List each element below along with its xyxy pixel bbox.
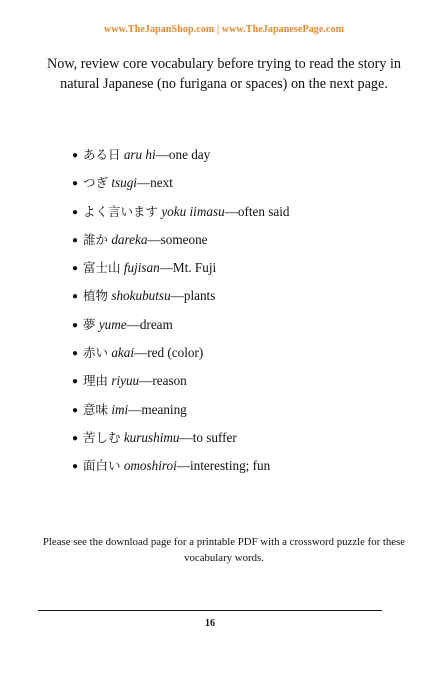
vocab-item	[72, 145, 290, 173]
em-dash: —	[136, 175, 151, 191]
vocab-item	[72, 428, 290, 456]
vocab-romaji: aru hi	[123, 147, 156, 162]
vocab-meaning: one day	[168, 147, 211, 162]
em-dash: —	[147, 231, 161, 247]
bullet-icon: ●	[72, 206, 79, 218]
bullet-icon: ●	[72, 291, 79, 303]
vocab-japanese: ある日	[83, 147, 121, 162]
vocab-japanese: 富士山	[83, 260, 121, 276]
vocab-japanese: 苦しむ	[83, 429, 121, 445]
em-dash: —	[134, 345, 148, 361]
vocab-meaning: dream	[139, 316, 173, 332]
vocab-romaji: akai	[111, 345, 135, 361]
bullet-icon: ●	[72, 461, 79, 473]
vocab-japanese: 意味	[83, 401, 109, 417]
vocab-japanese: よく言います	[83, 203, 159, 219]
em-dash: —	[126, 316, 140, 332]
vocab-romaji: tsugi	[111, 175, 137, 191]
vocab-item	[72, 286, 290, 314]
bullet-icon: ●	[72, 178, 79, 190]
vocab-romaji: dareka	[111, 231, 148, 247]
vocab-meaning: often said	[237, 203, 290, 219]
bullet-icon: ●	[72, 263, 79, 275]
bullet-icon: ●	[72, 234, 79, 246]
em-dash: —	[159, 260, 173, 276]
em-dash: —	[139, 373, 153, 389]
em-dash: —	[155, 147, 169, 162]
page-number: 16	[205, 618, 215, 629]
em-dash: —	[224, 203, 238, 219]
vocab-romaji: omoshiroi	[123, 458, 177, 474]
vocab-meaning: plants	[183, 288, 216, 304]
footer-divider	[38, 610, 382, 611]
bullet-icon: ●	[72, 319, 79, 331]
vocab-item	[72, 258, 290, 286]
vocab-item	[72, 173, 290, 201]
bullet-icon: ●	[72, 376, 79, 388]
bullet-icon: ●	[72, 150, 79, 161]
intro-paragraph: Now, review core vocabulary before trying to read the story in natural Japanese (no furigana or spaces) on the next page.	[46, 56, 402, 92]
vocab-romaji: kurushimu	[123, 429, 180, 445]
vocab-item	[72, 456, 290, 484]
bullet-icon: ●	[72, 404, 79, 416]
vocab-romaji: riyuu	[111, 373, 140, 389]
vocab-meaning: next	[150, 175, 173, 191]
vocab-romaji: fujisan	[123, 260, 160, 276]
vocab-japanese: 誰か	[83, 231, 109, 247]
vocab-meaning: red (color)	[147, 345, 204, 361]
vocab-meaning: reason	[152, 373, 187, 389]
vocab-japanese: 理由	[83, 373, 109, 389]
vocab-japanese: 植物	[83, 288, 109, 304]
vocab-item	[72, 371, 290, 399]
site-links-header: www.TheJapanShop.com | www.TheJapanesePage.com	[103, 24, 345, 35]
em-dash: —	[176, 458, 191, 474]
vocab-item	[72, 230, 290, 258]
em-dash: —	[128, 401, 142, 417]
vocab-item	[72, 202, 290, 230]
vocab-japanese: つぎ	[83, 175, 109, 191]
vocabulary-list	[72, 145, 290, 485]
vocab-item	[72, 400, 290, 428]
em-dash: —	[170, 288, 184, 304]
vocab-meaning: meaning	[141, 401, 187, 417]
vocab-japanese: 面白い	[83, 458, 121, 474]
bullet-icon: ●	[72, 348, 79, 360]
download-note: Please see the download page for a printable PDF with a crossword puzzle for these vocabulary words.	[42, 536, 406, 564]
vocab-japanese: 赤い	[83, 345, 109, 361]
em-dash: —	[179, 429, 193, 445]
vocab-romaji: yoku iimasu	[161, 203, 225, 219]
vocab-romaji: yume	[98, 316, 127, 332]
vocab-meaning: interesting; fun	[190, 458, 271, 474]
vocab-romaji: imi	[111, 401, 129, 417]
vocab-item	[72, 343, 290, 371]
vocab-japanese: 夢	[83, 316, 96, 332]
vocab-item	[72, 315, 290, 343]
vocab-meaning: someone	[160, 231, 208, 247]
vocab-meaning: Mt. Fuji	[172, 260, 217, 276]
vocab-romaji: shokubutsu	[111, 288, 171, 304]
bullet-icon: ●	[72, 432, 79, 444]
vocab-meaning: to suffer	[192, 429, 237, 445]
